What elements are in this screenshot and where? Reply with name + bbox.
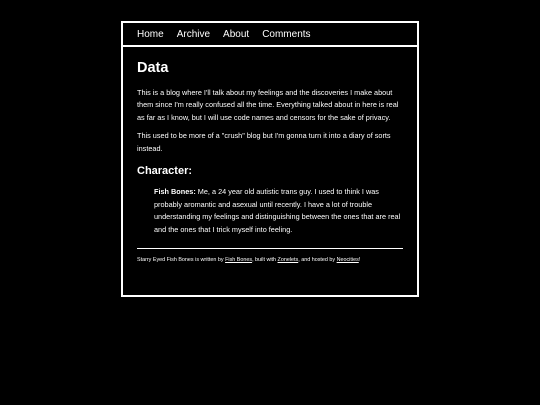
footer-author-link[interactable]: Fish Bones (225, 257, 253, 263)
nav-link-archive[interactable]: Archive (176, 28, 211, 40)
nav-link-about[interactable]: About (223, 28, 250, 40)
page-title: Data (137, 60, 169, 76)
main-content (123, 47, 417, 265)
footer-divider (137, 248, 403, 249)
footer-host-link[interactable]: Neocities (336, 257, 359, 263)
intro-paragraph: This is a blog where I'll talk about my feelings and the discoveries I make about them since I'm really confused all the time. Everything talked about in here is real as far as I know, but I will use code names and censors for the sake of privacy. (137, 87, 399, 122)
note-paragraph: This used to be more of a "crush" blog but I'm gonna turn it into a diary of sorts instead. (137, 131, 391, 153)
character-entry (154, 186, 403, 236)
character-name: Fish Bones: (154, 187, 196, 196)
top-nav (123, 23, 417, 47)
nav-link-home[interactable]: Home (137, 28, 164, 40)
footer-text-mid1: , built with (252, 257, 278, 263)
footer-text-suffix: ! (358, 257, 361, 263)
nav-link-comments[interactable]: Comments (262, 28, 311, 40)
footer (137, 256, 403, 265)
page-frame (121, 21, 419, 297)
character-description: Me, a 24 year old autistic trans guy. I used to think I was probably aromantic and asexual until recently. I have a lot of trouble understanding my feelings and distinguishing between the ones that are real and the ones that I trick myself into feeling. (154, 187, 401, 234)
section-heading: Character: (137, 165, 193, 177)
footer-text-mid2: , and hosted by (298, 257, 337, 263)
footer-builder-link[interactable]: Zonelets (277, 257, 299, 263)
footer-text-prefix: Starry Eyed Fish Bones is written by (137, 257, 226, 263)
